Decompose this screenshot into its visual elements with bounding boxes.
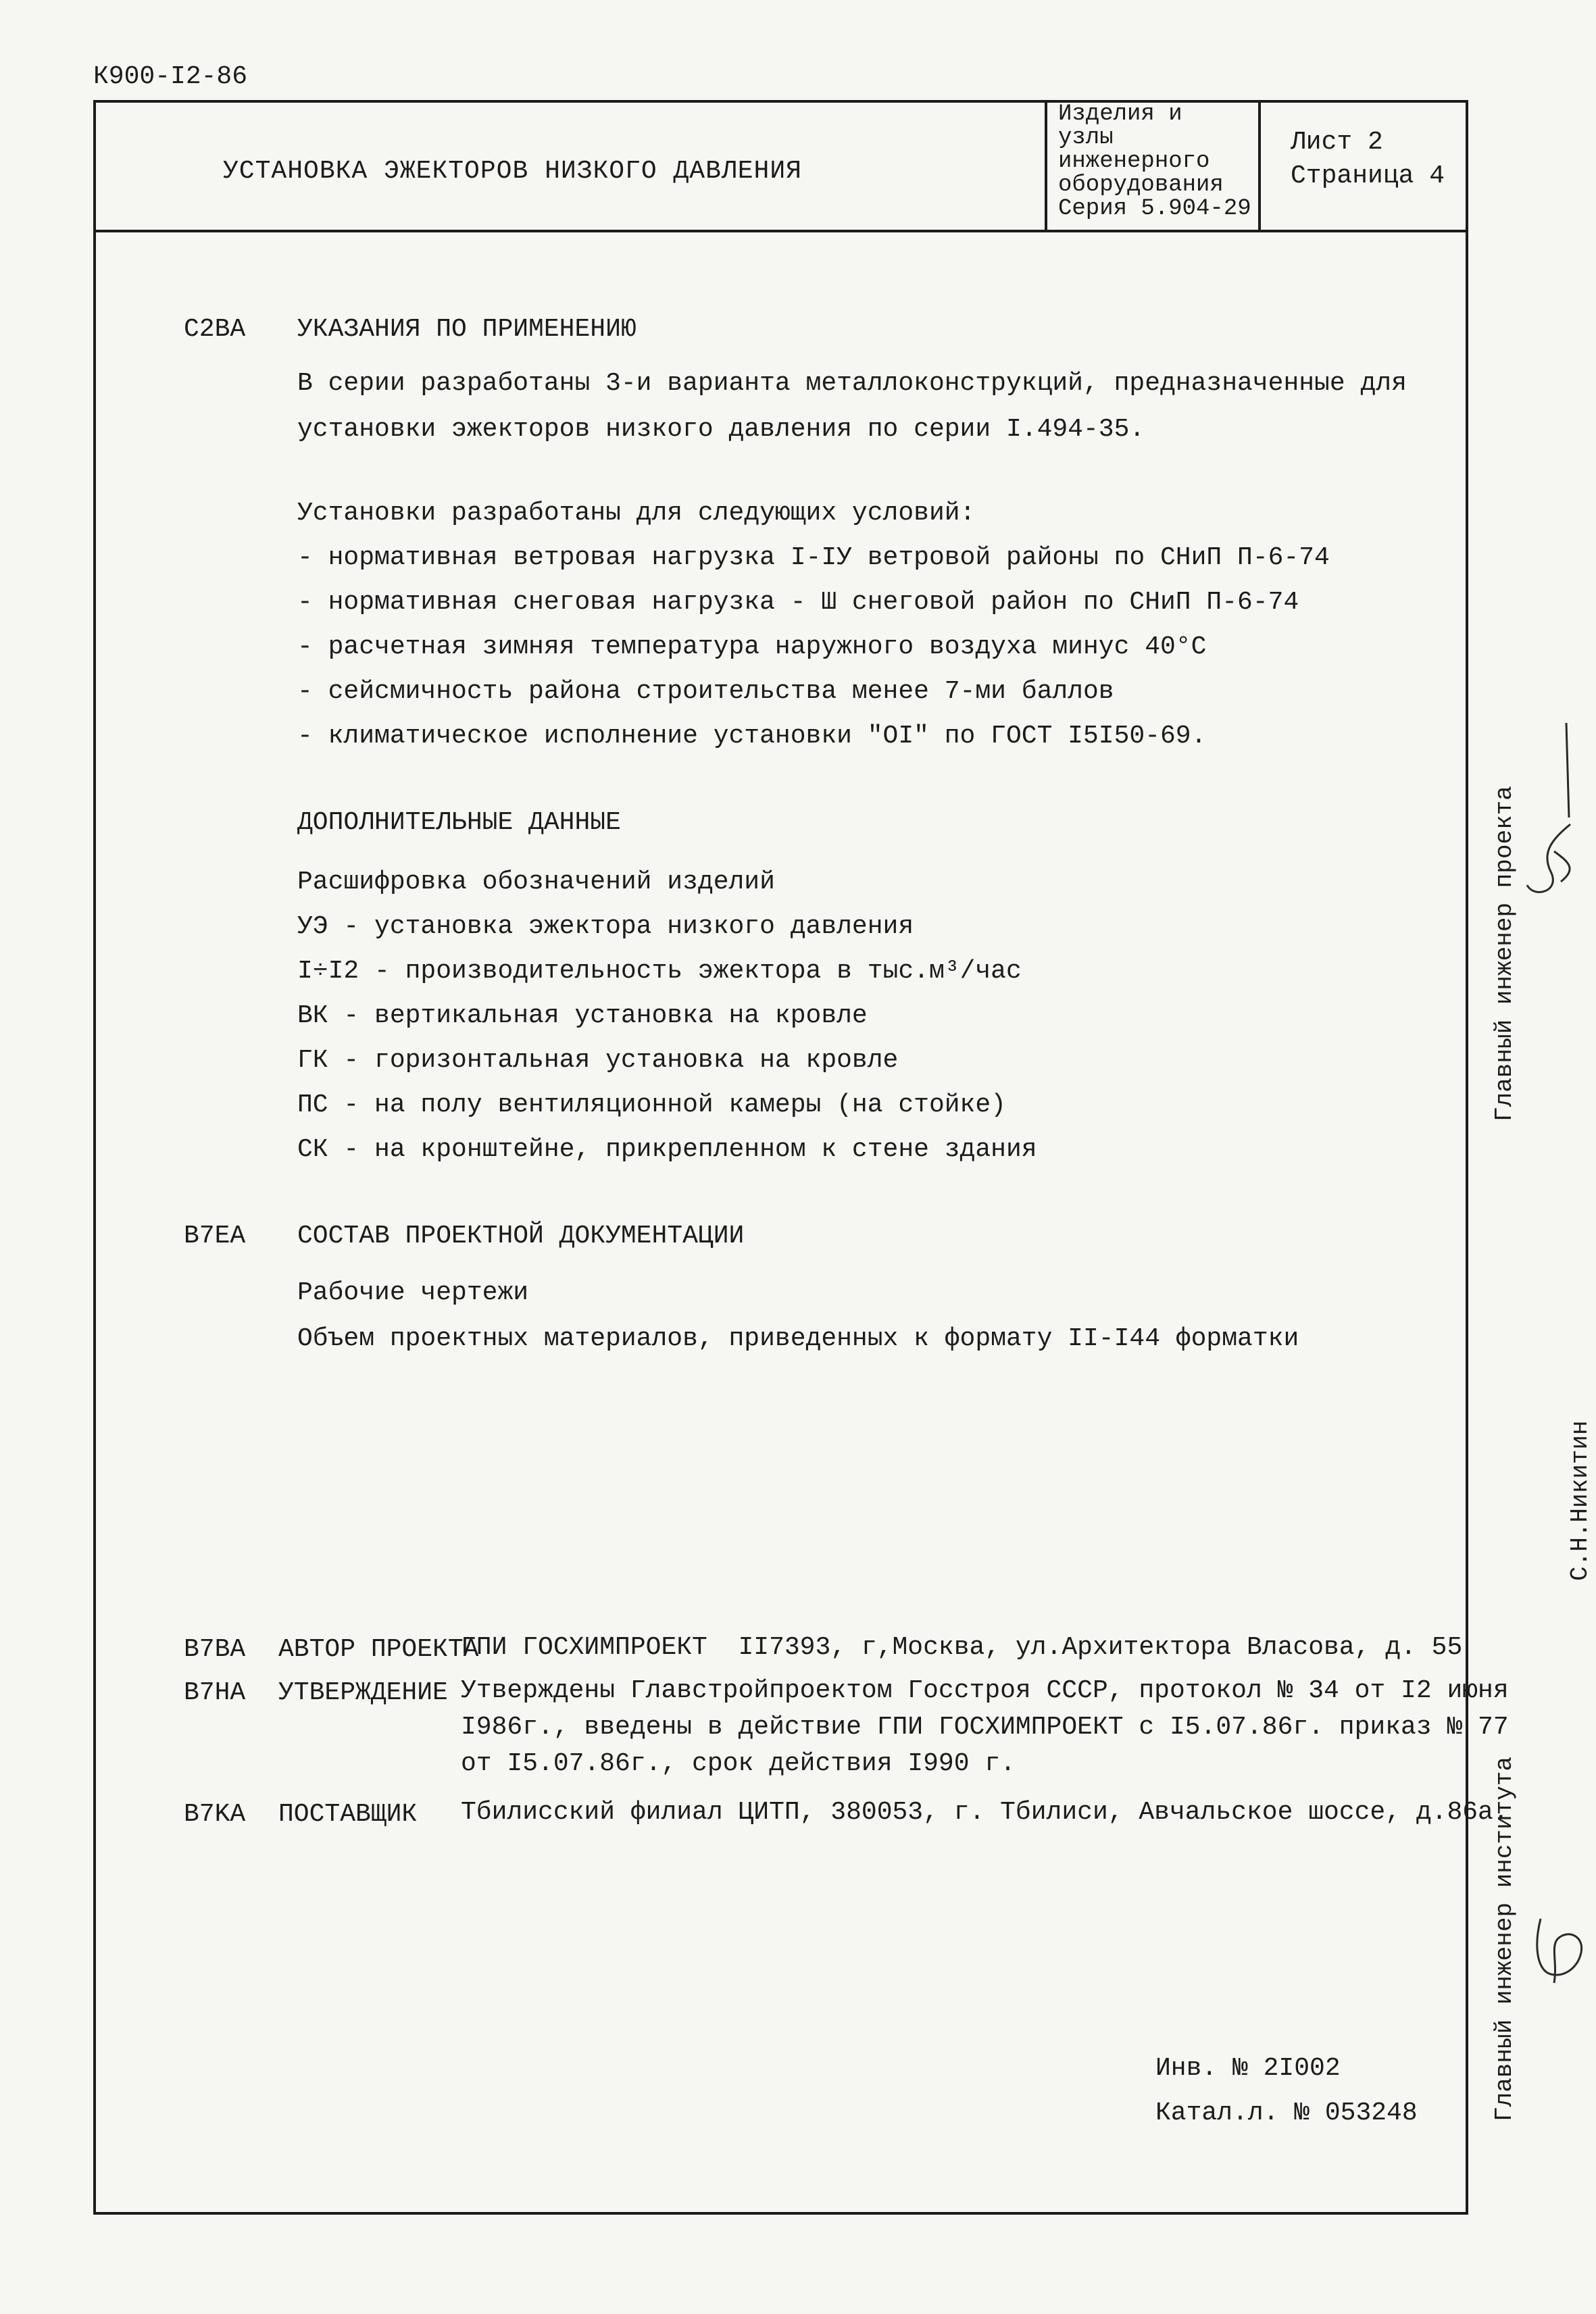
header-col-divider-1 bbox=[1045, 100, 1047, 231]
sheet-number: Лист 2 bbox=[1291, 128, 1383, 157]
section-heading-application: УКАЗАНИЯ ПО ПРИМЕНЕНИЮ bbox=[297, 315, 637, 344]
documentation-line: Рабочие чертежи bbox=[297, 1278, 529, 1307]
documentation-line: Объем проектных материалов, приведенных к формату II-I44 форматки bbox=[297, 1324, 1299, 1353]
paragraph-line: установки эжекторов низкого давления по серии I.494-35. bbox=[297, 415, 1145, 444]
series-line: Серия 5.904-29 bbox=[1058, 196, 1251, 222]
section-code-application: C2BA bbox=[184, 315, 246, 344]
signature-institute-icon bbox=[1520, 1905, 1595, 1993]
legend-item: I÷I2 - производительность эжектора в тыс.м³/час bbox=[297, 957, 1022, 986]
margin-signer-name: С.Н.Никитин bbox=[1566, 1420, 1594, 1581]
section-heading-documentation: СОСТАВ ПРОЕКТНОЙ ДОКУМЕНТАЦИИ bbox=[297, 1222, 745, 1251]
meta-label-approval: УТВЕРЖДЕНИЕ bbox=[278, 1678, 448, 1707]
series-line: оборудования bbox=[1058, 172, 1224, 198]
legend-item: ВК - вертикальная установка на кровле bbox=[297, 1001, 868, 1030]
legend-title: Расшифровка обозначений изделий bbox=[297, 867, 775, 897]
meta-label-author: АВТОР ПРОЕКТА bbox=[278, 1635, 479, 1664]
signature-project-icon bbox=[1514, 716, 1595, 919]
conditions-intro: Установки разработаны для следующих условий: bbox=[297, 499, 976, 528]
condition-item: - расчетная зимняя температура наружного воздуха минус 40°С bbox=[297, 632, 1207, 661]
meta-text-supplier: Тбилисский филиал ЦИТП, 380053, г. Тбилиси, Авчальское шоссе, д.86а. bbox=[461, 1798, 1509, 1827]
paragraph-line: В серии разработаны 3-и варианта металлоконструкций, предназначенные для bbox=[297, 369, 1407, 398]
condition-item: - нормативная ветровая нагрузка I-IУ ветровой районы по СНиП П-6-74 bbox=[297, 543, 1330, 572]
header-divider bbox=[93, 230, 1468, 232]
document-code: К900-I2-86 bbox=[93, 62, 248, 91]
series-line: инженерного bbox=[1058, 149, 1210, 174]
header-title: УСТАНОВКА ЭЖЕКТОРОВ НИЗКОГО ДАВЛЕНИЯ bbox=[223, 157, 802, 186]
section-code-documentation: B7EA bbox=[184, 1222, 246, 1251]
legend-item: ПС - на полу вентиляционной камеры (на стойке) bbox=[297, 1090, 1006, 1120]
series-line: Изделия и bbox=[1058, 101, 1182, 127]
condition-item: - климатическое исполнение установки "OI" по ГОСТ I5I50-69. bbox=[297, 722, 1207, 751]
inventory-number: Инв. № 2I002 bbox=[1155, 2054, 1341, 2083]
meta-code-author: B7BA bbox=[184, 1635, 246, 1664]
page-number: Страница 4 bbox=[1291, 161, 1445, 191]
meta-text-author: ГПИ ГОСХИМПРОЕКТ II7393, г,Москва, ул.Архитектора Власова, д. 55 bbox=[461, 1633, 1463, 1662]
header-col-divider-2 bbox=[1258, 100, 1261, 231]
condition-item: - сейсмичность района строительства менее 7-ми баллов bbox=[297, 677, 1114, 706]
section-heading-additional: ДОПОЛНИТЕЛЬНЫЕ ДАННЫЕ bbox=[297, 808, 621, 837]
meta-code-supplier: B7KA bbox=[184, 1800, 246, 1829]
legend-item: УЭ - установка эжектора низкого давления bbox=[297, 912, 914, 941]
legend-item: СК - на кронштейне, прикрепленном к стене здания bbox=[297, 1135, 1037, 1164]
margin-chief-engineer-project: Главный инженер проекта bbox=[1491, 786, 1518, 1122]
margin-chief-engineer-institute: Главный инженер института bbox=[1491, 1756, 1518, 2121]
catalog-number: Катал.л. № 053248 bbox=[1155, 2098, 1418, 2128]
header-sheet-cell bbox=[1291, 126, 1445, 193]
header-series-cell bbox=[1058, 103, 1254, 221]
meta-label-supplier: ПОСТАВЩИК bbox=[278, 1800, 418, 1829]
legend-item: ГК - горизонтальная установка на кровле bbox=[297, 1046, 899, 1075]
meta-code-approval: B7HA bbox=[184, 1678, 246, 1707]
series-line: узлы bbox=[1058, 125, 1114, 151]
meta-text-approval: Утверждены Главстройпроектом Госстроя СССР, протокол № 34 от I2 июня I986г., введены в действие ГПИ ГОСХИМПРОЕКТ с I5.07.86г. приказ № 77 от I5.07.86г., срок действия I990 г. bbox=[461, 1676, 1509, 1778]
condition-item: - нормативная снеговая нагрузка - Ш снеговой район по СНиП П-6-74 bbox=[297, 588, 1299, 617]
